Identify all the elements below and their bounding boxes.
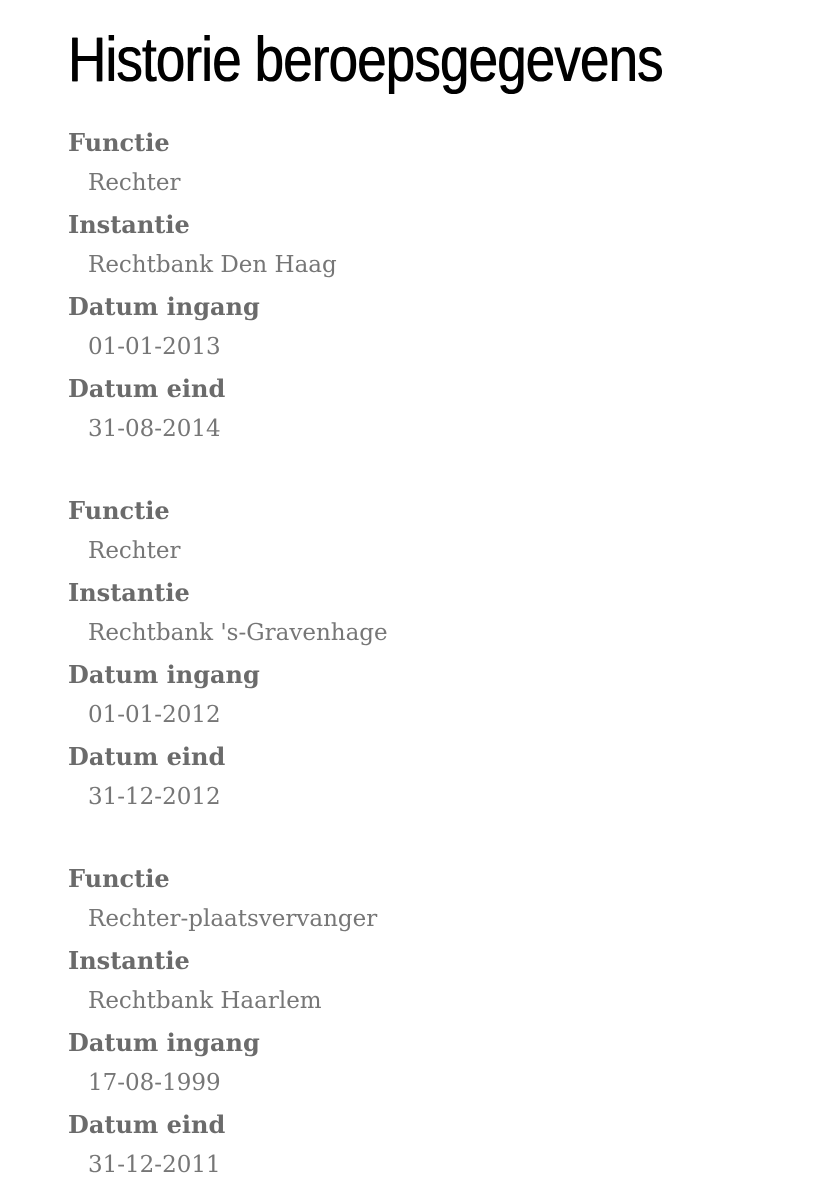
instantie-label: Instantie [68,578,190,607]
career-record [68,122,828,450]
page-content [68,0,828,1186]
instantie-value: Rechtbank Haarlem [88,988,322,1014]
datum-eind-value: 31-12-2012 [88,784,221,810]
datum-ingang-value: 01-01-2013 [88,334,221,360]
functie-value: Rechter [88,538,181,564]
datum-eind-label: Datum eind [68,1110,226,1139]
functie-value: Rechter-plaatsvervanger [88,906,378,932]
instantie-label: Instantie [68,946,190,975]
career-history-list [68,122,828,1186]
datum-eind-label: Datum eind [68,742,226,771]
datum-ingang-value: 01-01-2012 [88,702,221,728]
datum-eind-value: 31-12-2011 [88,1152,221,1178]
functie-label: Functie [68,128,170,157]
instantie-value: Rechtbank 's-Gravenhage [88,620,388,646]
datum-eind-label: Datum eind [68,374,226,403]
datum-ingang-label: Datum ingang [68,1028,260,1057]
functie-label: Functie [68,496,170,525]
instantie-value: Rechtbank Den Haag [88,252,337,278]
career-record [68,858,828,1186]
datum-ingang-label: Datum ingang [68,292,260,321]
career-record [68,490,828,818]
page-title: Historie beroepsgegevens [68,25,663,95]
datum-ingang-label: Datum ingang [68,660,260,689]
instantie-label: Instantie [68,210,190,239]
functie-value: Rechter [88,170,181,196]
datum-ingang-value: 17-08-1999 [88,1070,221,1096]
datum-eind-value: 31-08-2014 [88,416,221,442]
functie-label: Functie [68,864,170,893]
